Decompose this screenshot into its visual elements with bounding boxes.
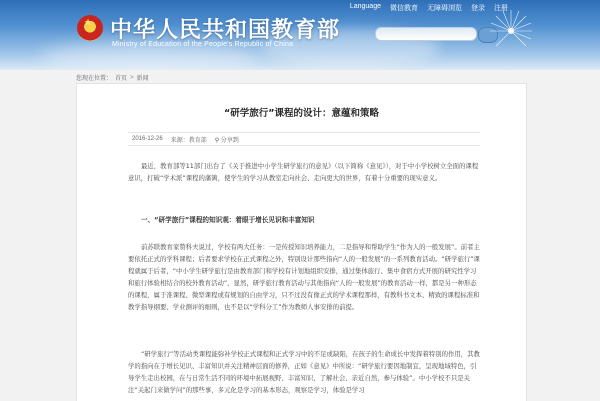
top-link-accessibility[interactable]: 无障碍浏览 bbox=[427, 5, 462, 12]
article-date: 2016-12-26 bbox=[132, 136, 163, 142]
top-link-language[interactable]: Language bbox=[349, 3, 381, 10]
share-icon: ⚲ bbox=[214, 137, 220, 144]
site-title[interactable]: 中华人民共和国教育部 bbox=[110, 17, 341, 43]
top-nav bbox=[350, 3, 508, 15]
article-container bbox=[76, 83, 527, 401]
site-header bbox=[0, 0, 600, 70]
top-link-register[interactable]: 注册 bbox=[494, 5, 508, 12]
article-meta bbox=[128, 132, 480, 146]
share-button[interactable] bbox=[215, 135, 239, 144]
search-input[interactable] bbox=[375, 27, 477, 41]
top-link-login[interactable]: 登录 bbox=[471, 5, 485, 12]
article-source: 来源：教育部 bbox=[170, 137, 207, 144]
breadcrumb-home[interactable]: 首页 bbox=[115, 76, 128, 82]
dandelion-decoration-icon bbox=[488, 8, 534, 54]
article-paragraph: “研学旅行”等活动类课程能弥补学校正式课程和正式学习中的不足或缺陷，在孩子的生命成长中发挥着特别的作用，其教学的指向在于增长见识、丰富知识并关注精神层面的修养，正如《意见》中所说：“研学旅行要因地制宜，呈现地域特色，引导学生走出校园，在与日常生活不同的环境中拓展视野、丰富知识，了解社会、亲近自然，参与体验”。中小学校不只是关注“关起门来做学问”的那些事，多元化是学习的基本形态，观察是学习，体验是学习 bbox=[128, 350, 480, 394]
breadcrumb-label: 您现在位置： bbox=[76, 76, 113, 82]
article-title: “研学旅行”课程的设计：意蕴和策略 bbox=[224, 108, 379, 119]
emblem-star-icon: ★ bbox=[84, 18, 93, 28]
share-label: 分享到 bbox=[220, 137, 239, 144]
breadcrumb-section[interactable]: 新闻 bbox=[136, 76, 149, 82]
breadcrumb-separator: > bbox=[130, 74, 134, 81]
site-subtitle: Ministry of Education of the People's Republic of China bbox=[112, 41, 294, 48]
article-heading: 一、“研学旅行”课程的知识观：着眼于增长见识和丰富知识 bbox=[141, 216, 315, 224]
article-paragraph: 最近，教育部等11部门出台了《关于推进中小学生研学旅行的意见》（以下简称《意见》），对于中小学校树立全面的课程意识，打破“学术派”课程的藩篱，使学生的学习从教室走向社会、走向更大的世界，有着十分重要的现实意义。 bbox=[128, 162, 479, 182]
top-link-wechat[interactable]: 微信教育 bbox=[390, 5, 418, 12]
breadcrumb bbox=[76, 73, 149, 82]
article-paragraph: 前苏联教育家赞科夫说过，学校有两大任务：一是传授知识培养能力，二是指导和帮助学生“作为人的一般发展”。前者主要依托正式的学科课程；后者要求学校在正式课程之外，特别设计那些指向“人的一般发展”的一系列教育活动。“研学旅行”课程就属于后者，“中小学生研学旅行是由教育部门和学校有计划地组织安排，通过集体旅行、集中食宿方式开展的研究性学习和旅行体验相结合的校外教育活动”，显然，研学旅行教育活动与其他指向“人的一般发展”的教育活动一样，都是另一种形态的课程，属于准课程、微型课程或有规划的自由学习，只不过没有像正式的学术课程那样，有教科书文本、精致的课程标准和教学指导纲要、学业测评的细则，也不是以“学科分工”作为教师人事安排的前提。 bbox=[128, 243, 480, 311]
